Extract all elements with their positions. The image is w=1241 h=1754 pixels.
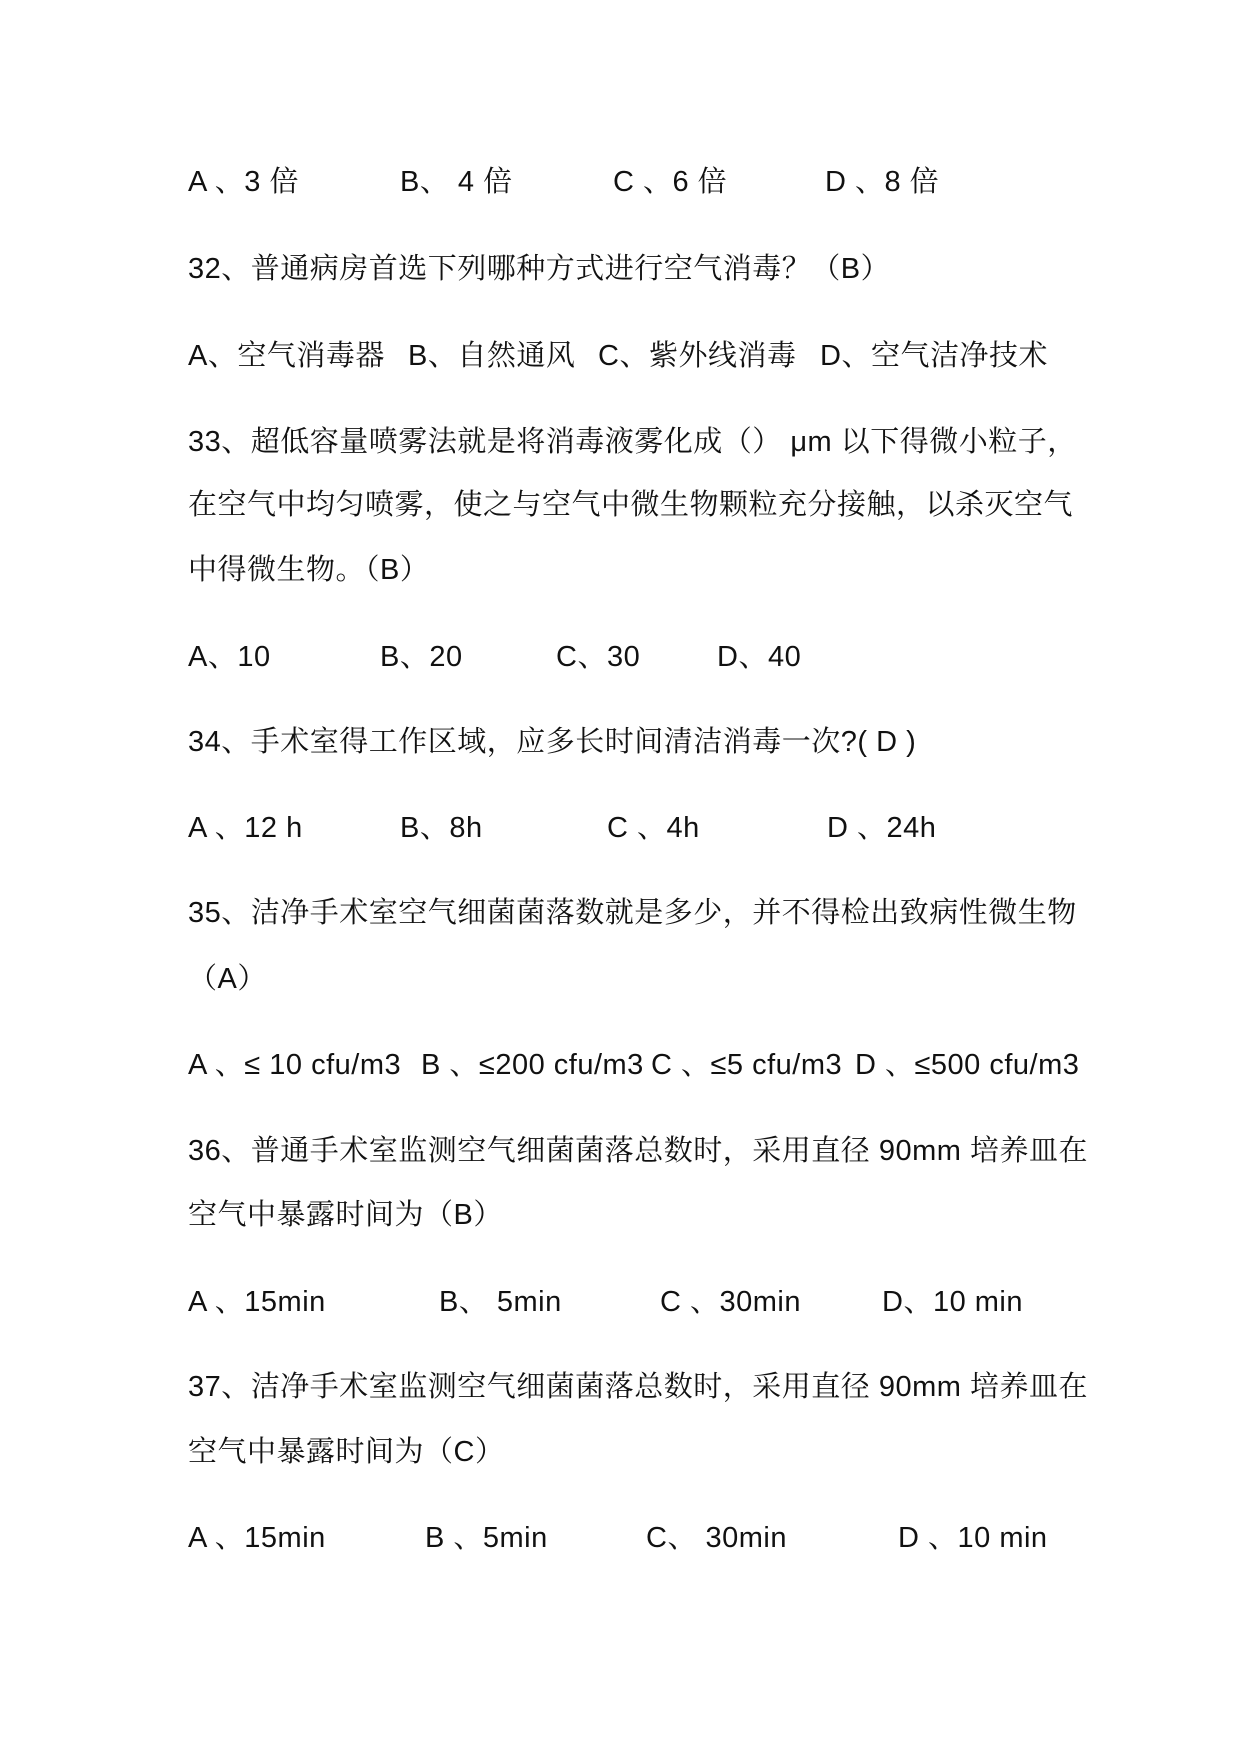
question-35-stem-line-1: 35、洁净手术室空气细菌菌落数就是多少，并不得检出致病性微生物 (188, 897, 1077, 929)
question-33-stem-line-1: 33、超低容量喷雾法就是将消毒液雾化成（） μm 以下得微小粒子， (188, 426, 1077, 458)
q31-options (188, 164, 1148, 200)
question-35-stem-line-2: （A） (188, 963, 267, 995)
question-32-options (188, 338, 1148, 374)
question-33-options (188, 639, 1148, 675)
question-37-stem-line-2: 空气中暴露时间为（C） (188, 1436, 505, 1468)
option-d: D 、24h (827, 812, 937, 844)
option-a: A 、3 倍 (188, 166, 299, 198)
option-a: A 、≤ 10 cfu/m3 (188, 1049, 402, 1081)
option-b: B、8h (400, 812, 483, 844)
option-a: A 、15min (188, 1286, 326, 1318)
question-35-options (188, 1047, 1148, 1083)
option-a: A、10 (188, 641, 271, 673)
option-b: B 、≤200 cfu/m3 (421, 1049, 644, 1081)
option-c: C、30 (556, 641, 641, 673)
option-b: B、 5min (439, 1286, 562, 1318)
option-c: C、紫外线消毒 (598, 340, 797, 372)
question-36-stem-line-1: 36、普通手术室监测空气细菌菌落总数时，采用直径 90mm 培养皿在 (188, 1135, 1088, 1167)
option-d: D、10 min (882, 1286, 1023, 1318)
question-36-options (188, 1284, 1148, 1320)
option-d: D 、8 倍 (825, 166, 940, 198)
option-a: A、空气消毒器 (188, 340, 385, 372)
option-c: C、 30min (646, 1522, 787, 1554)
option-c: C 、30min (660, 1286, 801, 1318)
question-32-stem: 32、普通病房首选下列哪种方式进行空气消毒？（B） (188, 253, 891, 285)
option-d: D、40 (717, 641, 802, 673)
option-c: C 、4h (607, 812, 700, 844)
option-c: C 、≤5 cfu/m3 (651, 1049, 843, 1081)
option-b: B 、5min (425, 1522, 548, 1554)
option-b: B、20 (380, 641, 463, 673)
option-d: D 、≤500 cfu/m3 (855, 1049, 1080, 1081)
question-37-options (188, 1520, 1148, 1556)
option-b: B、自然通风 (408, 340, 576, 372)
question-36-stem-line-2: 空气中暴露时间为（B） (188, 1199, 503, 1231)
option-d: D、空气洁净技术 (820, 340, 1048, 372)
option-d: D 、10 min (898, 1522, 1048, 1554)
option-a: A 、15min (188, 1522, 326, 1554)
question-33-stem-line-3: 中得微生物。（B） (188, 554, 430, 586)
option-b: B、 4 倍 (400, 166, 513, 198)
question-37-stem-line-1: 37、洁净手术室监测空气细菌菌落总数时，采用直径 90mm 培养皿在 (188, 1371, 1088, 1403)
question-34-stem: 34、手术室得工作区域，应多长时间清洁消毒一次?( D ) (188, 726, 917, 758)
option-c: C 、6 倍 (613, 166, 728, 198)
option-a: A 、12 h (188, 812, 303, 844)
question-34-options (188, 810, 1148, 846)
question-33-stem-line-2: 在空气中均匀喷雾，使之与空气中微生物颗粒充分接触，以杀灭空气 (188, 489, 1074, 521)
